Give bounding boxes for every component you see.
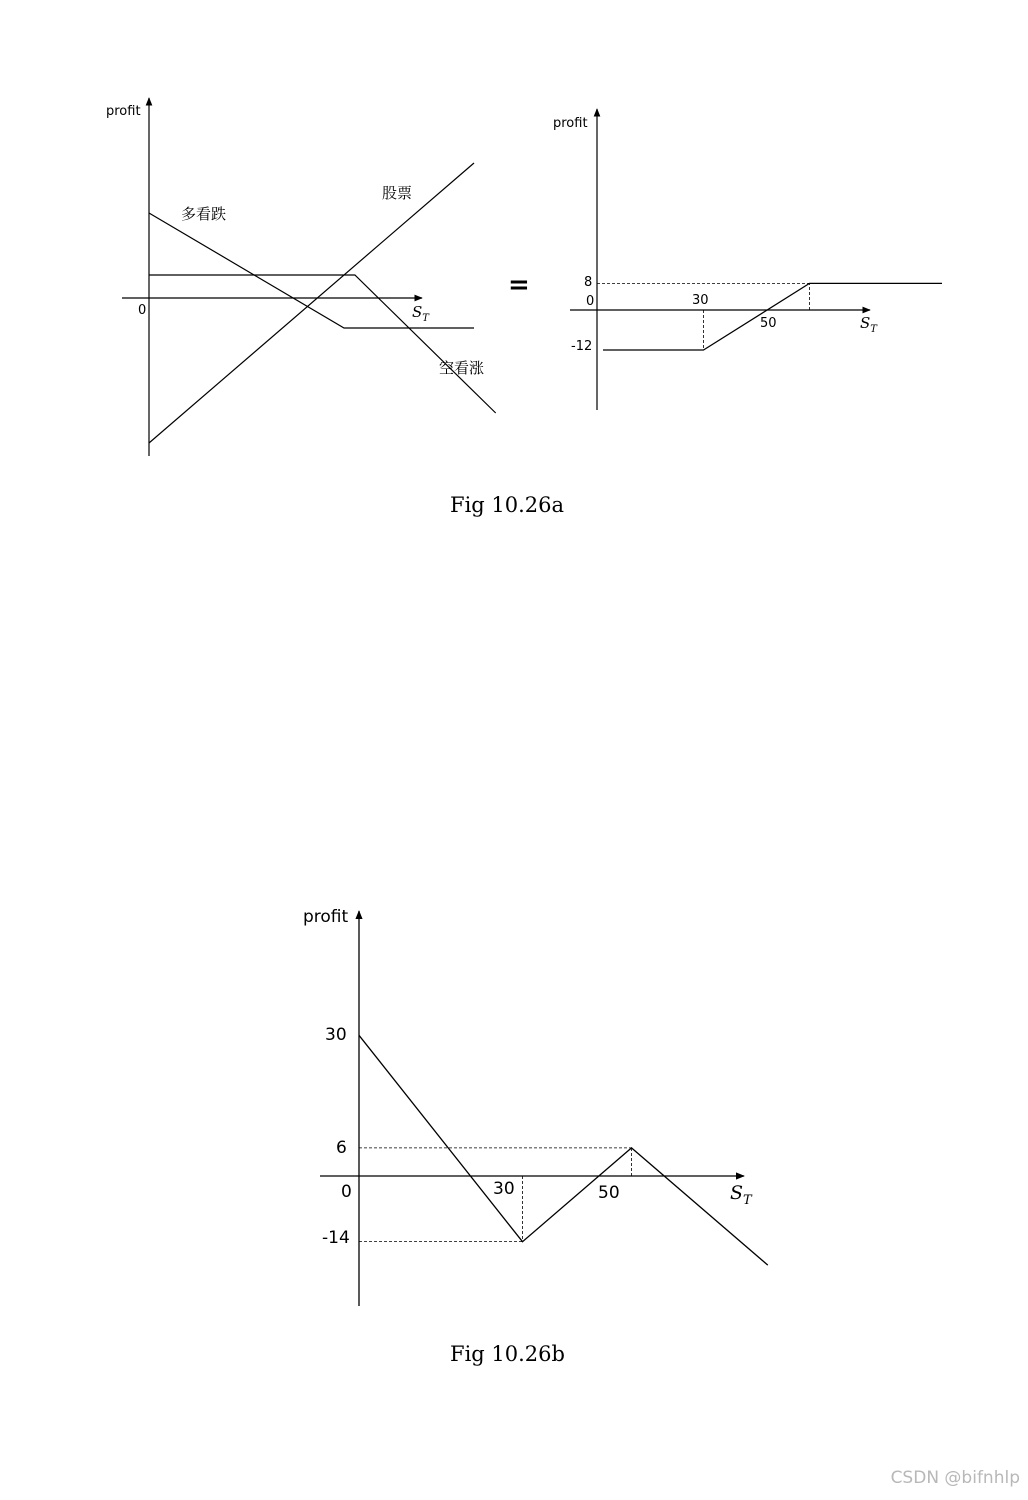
fig-b-origin: 0 — [341, 1182, 352, 1202]
short-call-line — [149, 275, 496, 413]
fig-a-left-xlabel: $S_T$ — [412, 303, 429, 324]
fig-a-right-ytick-neg12: -12 — [571, 339, 593, 354]
fig-b-ytick-6: 6 — [336, 1138, 347, 1158]
fig-a-right-xlabel: $S_T$ — [860, 314, 877, 335]
watermark: CSDN @bifnhlp — [890, 1468, 1020, 1488]
fig-b-caption: Fig 10.26b — [450, 1342, 565, 1366]
fig-b-ytick-neg14: -14 — [322, 1228, 350, 1248]
stock-label: 股票 — [382, 184, 413, 202]
fig-a-right-ytick-8: 8 — [584, 275, 593, 290]
fig-a-left-ylabel: profit — [106, 104, 141, 119]
equals-sign: = — [508, 270, 530, 300]
payoff-line — [359, 1035, 768, 1265]
fig-b-xtick-50: 50 — [598, 1183, 620, 1203]
fig-a-left-panel — [106, 98, 496, 456]
fig-b-xtick-30: 30 — [493, 1179, 515, 1199]
fig-b-panel — [303, 907, 768, 1306]
fig-a-right-xtick-30: 30 — [692, 293, 709, 308]
fig-b-xlabel: $S_T$ — [730, 1182, 752, 1208]
fig-a-right-panel — [553, 109, 942, 410]
short-call-label: 空看涨 — [439, 359, 485, 377]
fig-a-caption: Fig 10.26a — [450, 493, 565, 517]
fig-b-ytick-30: 30 — [325, 1025, 347, 1045]
fig-b-ylabel: profit — [303, 907, 349, 927]
fig-a-right-ylabel: profit — [553, 116, 588, 131]
fig-a-right-origin: 0 — [586, 294, 595, 309]
fig-a-right-xtick-50: 50 — [760, 316, 777, 331]
long-put-label: 多看跌 — [181, 205, 227, 223]
long-put-line — [149, 213, 474, 328]
fig-a-left-origin: 0 — [138, 303, 147, 318]
